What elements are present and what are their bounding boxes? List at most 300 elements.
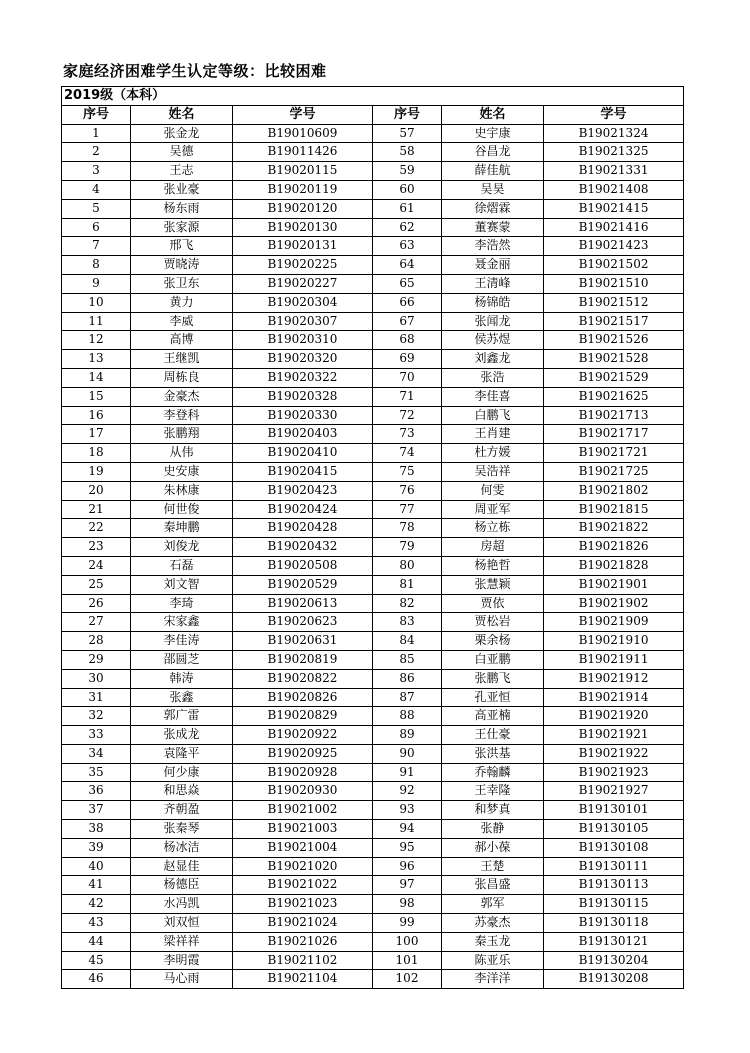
cell-seq-left: 26	[62, 594, 131, 613]
cell-id-left: B19020922	[233, 726, 373, 745]
cell-id-left: B19020410	[233, 444, 373, 463]
cell-seq-right: 66	[373, 293, 442, 312]
cell-name-right: 杨锦皓	[442, 293, 544, 312]
cell-name-left: 梁祥祥	[131, 932, 233, 951]
cell-seq-right: 61	[373, 199, 442, 218]
cell-id-left: B19020623	[233, 613, 373, 632]
cell-name-left: 张卫东	[131, 274, 233, 293]
cell-seq-left: 5	[62, 199, 131, 218]
cell-id-right: B19021529	[544, 368, 684, 387]
cell-name-left: 和思焱	[131, 782, 233, 801]
cell-id-left: B19020432	[233, 538, 373, 557]
cell-seq-left: 11	[62, 312, 131, 331]
cell-id-left: B19020415	[233, 462, 373, 481]
table-row	[62, 519, 684, 538]
cell-id-left: B19020320	[233, 350, 373, 369]
cell-seq-left: 31	[62, 688, 131, 707]
table-row	[62, 876, 684, 895]
cell-id-right: B19021325	[544, 143, 684, 162]
cell-seq-right: 65	[373, 274, 442, 293]
cell-seq-right: 57	[373, 124, 442, 143]
table-row	[62, 481, 684, 500]
cell-id-right: B19021901	[544, 575, 684, 594]
cell-name-left: 张鑫	[131, 688, 233, 707]
cell-name-left: 何世俊	[131, 500, 233, 519]
cell-name-left: 郭广雷	[131, 707, 233, 726]
cell-name-left: 何少康	[131, 763, 233, 782]
cell-name-left: 石磊	[131, 556, 233, 575]
cell-name-right: 杨艳哲	[442, 556, 544, 575]
cell-id-left: B19021023	[233, 895, 373, 914]
cell-id-left: B19010609	[233, 124, 373, 143]
cell-name-right: 郝小葆	[442, 838, 544, 857]
cell-name-right: 张洪基	[442, 744, 544, 763]
cell-name-right: 张闻龙	[442, 312, 544, 331]
cell-seq-left: 46	[62, 970, 131, 989]
cell-id-right: B19021822	[544, 519, 684, 538]
cell-seq-right: 100	[373, 932, 442, 951]
cell-seq-left: 19	[62, 462, 131, 481]
cell-seq-right: 80	[373, 556, 442, 575]
cell-seq-right: 89	[373, 726, 442, 745]
cell-id-right: B19021625	[544, 387, 684, 406]
table-row	[62, 500, 684, 519]
cell-seq-right: 83	[373, 613, 442, 632]
table-row	[62, 162, 684, 181]
cell-seq-right: 75	[373, 462, 442, 481]
cell-seq-right: 63	[373, 237, 442, 256]
cell-id-left: B19020307	[233, 312, 373, 331]
cell-name-left: 王志	[131, 162, 233, 181]
cell-name-right: 周亚军	[442, 500, 544, 519]
table-row	[62, 951, 684, 970]
header-row	[62, 105, 684, 124]
cell-id-left: B19020310	[233, 331, 373, 350]
cell-id-right: B19021921	[544, 726, 684, 745]
cell-seq-right: 72	[373, 406, 442, 425]
cell-seq-right: 58	[373, 143, 442, 162]
cell-name-left: 李威	[131, 312, 233, 331]
cell-id-right: B19021912	[544, 669, 684, 688]
cell-seq-left: 17	[62, 425, 131, 444]
cell-name-left: 贾晓涛	[131, 256, 233, 275]
cell-name-left: 张家源	[131, 218, 233, 237]
table-row	[62, 726, 684, 745]
cell-name-right: 刘鑫龙	[442, 350, 544, 369]
cell-name-right: 吴浩祥	[442, 462, 544, 481]
cell-seq-right: 87	[373, 688, 442, 707]
cell-id-right: B19021526	[544, 331, 684, 350]
cell-seq-right: 88	[373, 707, 442, 726]
cell-seq-right: 101	[373, 951, 442, 970]
cell-seq-left: 18	[62, 444, 131, 463]
table-row	[62, 707, 684, 726]
table-row	[62, 444, 684, 463]
cell-id-left: B19020631	[233, 632, 373, 651]
cell-id-left: B19021022	[233, 876, 373, 895]
cell-id-left: B19020822	[233, 669, 373, 688]
table-row	[62, 782, 684, 801]
cell-id-left: B19020424	[233, 500, 373, 519]
cell-name-left: 金豪杰	[131, 387, 233, 406]
cell-seq-left: 42	[62, 895, 131, 914]
table-row	[62, 669, 684, 688]
cell-name-left: 杨德臣	[131, 876, 233, 895]
cell-id-right: B19021828	[544, 556, 684, 575]
cell-seq-right: 60	[373, 180, 442, 199]
cell-id-right: B19021717	[544, 425, 684, 444]
cell-seq-left: 44	[62, 932, 131, 951]
cell-name-right: 贾松岩	[442, 613, 544, 632]
cell-name-right: 李洋洋	[442, 970, 544, 989]
cell-name-right: 杨立栋	[442, 519, 544, 538]
cell-name-right: 何雯	[442, 481, 544, 500]
cell-name-right: 杜方媛	[442, 444, 544, 463]
table-row	[62, 594, 684, 613]
cell-seq-right: 79	[373, 538, 442, 557]
cell-id-left: B19020131	[233, 237, 373, 256]
table-row	[62, 256, 684, 275]
cell-seq-right: 93	[373, 801, 442, 820]
cell-seq-left: 24	[62, 556, 131, 575]
cell-id-left: B19020928	[233, 763, 373, 782]
section-row	[62, 87, 684, 106]
cell-id-left: B19020130	[233, 218, 373, 237]
cell-seq-right: 95	[373, 838, 442, 857]
cell-seq-left: 29	[62, 650, 131, 669]
cell-name-right: 郭军	[442, 895, 544, 914]
cell-id-left: B19020120	[233, 199, 373, 218]
cell-name-right: 李佳喜	[442, 387, 544, 406]
cell-seq-left: 40	[62, 857, 131, 876]
cell-id-left: B19021002	[233, 801, 373, 820]
cell-id-left: B19011426	[233, 143, 373, 162]
cell-name-right: 张昌盛	[442, 876, 544, 895]
cell-id-right: B19021802	[544, 481, 684, 500]
cell-name-left: 李明霞	[131, 951, 233, 970]
cell-id-right: B19021922	[544, 744, 684, 763]
cell-id-left: B19020330	[233, 406, 373, 425]
cell-id-right: B19021408	[544, 180, 684, 199]
cell-id-right: B19130113	[544, 876, 684, 895]
cell-name-left: 邵圆芝	[131, 650, 233, 669]
cell-id-left: B19020819	[233, 650, 373, 669]
cell-name-left: 张成龙	[131, 726, 233, 745]
cell-name-left: 刘文智	[131, 575, 233, 594]
cell-id-left: B19020403	[233, 425, 373, 444]
cell-name-left: 李佳涛	[131, 632, 233, 651]
cell-seq-right: 94	[373, 820, 442, 839]
cell-seq-right: 84	[373, 632, 442, 651]
cell-id-right: B19021920	[544, 707, 684, 726]
cell-name-left: 高博	[131, 331, 233, 350]
cell-id-right: B19021910	[544, 632, 684, 651]
cell-seq-left: 41	[62, 876, 131, 895]
cell-id-right: B19021512	[544, 293, 684, 312]
cell-seq-left: 30	[62, 669, 131, 688]
cell-id-right: B19130121	[544, 932, 684, 951]
cell-seq-left: 38	[62, 820, 131, 839]
cell-name-right: 乔翰麟	[442, 763, 544, 782]
cell-id-left: B19021004	[233, 838, 373, 857]
cell-seq-left: 25	[62, 575, 131, 594]
cell-id-right: B19021528	[544, 350, 684, 369]
cell-name-left: 刘俊龙	[131, 538, 233, 557]
cell-seq-left: 8	[62, 256, 131, 275]
cell-seq-right: 74	[373, 444, 442, 463]
cell-name-right: 李浩然	[442, 237, 544, 256]
cell-seq-left: 16	[62, 406, 131, 425]
table-row	[62, 970, 684, 989]
cell-seq-right: 99	[373, 914, 442, 933]
header-id-right: 学号	[544, 105, 684, 124]
table-row	[62, 312, 684, 331]
cell-id-right: B19021815	[544, 500, 684, 519]
cell-id-left: B19021102	[233, 951, 373, 970]
cell-name-left: 从伟	[131, 444, 233, 463]
cell-id-left: B19020829	[233, 707, 373, 726]
cell-id-left: B19020328	[233, 387, 373, 406]
cell-seq-left: 4	[62, 180, 131, 199]
cell-name-left: 刘双恒	[131, 914, 233, 933]
table-row	[62, 650, 684, 669]
cell-seq-left: 35	[62, 763, 131, 782]
header-seq-right: 序号	[373, 105, 442, 124]
cell-name-right: 董赛蒙	[442, 218, 544, 237]
table-row	[62, 331, 684, 350]
cell-name-right: 王清峰	[442, 274, 544, 293]
cell-id-right: B19021324	[544, 124, 684, 143]
cell-name-left: 杨东雨	[131, 199, 233, 218]
cell-name-right: 张鹏飞	[442, 669, 544, 688]
cell-seq-right: 102	[373, 970, 442, 989]
cell-name-left: 赵显佳	[131, 857, 233, 876]
cell-name-right: 王楚	[442, 857, 544, 876]
table-row	[62, 857, 684, 876]
cell-id-left: B19020925	[233, 744, 373, 763]
cell-name-right: 孔亚恒	[442, 688, 544, 707]
cell-name-left: 吴德	[131, 143, 233, 162]
table-row	[62, 293, 684, 312]
cell-seq-left: 21	[62, 500, 131, 519]
cell-seq-left: 34	[62, 744, 131, 763]
cell-seq-right: 77	[373, 500, 442, 519]
cell-seq-left: 10	[62, 293, 131, 312]
cell-seq-left: 27	[62, 613, 131, 632]
cell-seq-right: 90	[373, 744, 442, 763]
cell-name-right: 王幸隆	[442, 782, 544, 801]
table-row	[62, 744, 684, 763]
cell-name-right: 侯苏煜	[442, 331, 544, 350]
cell-id-right: B19021331	[544, 162, 684, 181]
table-row	[62, 350, 684, 369]
cell-seq-left: 37	[62, 801, 131, 820]
cell-seq-right: 71	[373, 387, 442, 406]
cell-seq-left: 32	[62, 707, 131, 726]
cell-seq-left: 43	[62, 914, 131, 933]
cell-id-right: B19021517	[544, 312, 684, 331]
table-row	[62, 688, 684, 707]
cell-seq-right: 62	[373, 218, 442, 237]
cell-seq-right: 76	[373, 481, 442, 500]
cell-id-left: B19021020	[233, 857, 373, 876]
cell-id-left: B19020115	[233, 162, 373, 181]
cell-name-right: 和梦真	[442, 801, 544, 820]
cell-id-right: B19021510	[544, 274, 684, 293]
cell-id-right: B19021923	[544, 763, 684, 782]
cell-id-right: B19021927	[544, 782, 684, 801]
cell-name-left: 马心雨	[131, 970, 233, 989]
cell-id-right: B19021902	[544, 594, 684, 613]
cell-id-right: B19130111	[544, 857, 684, 876]
cell-id-left: B19020423	[233, 481, 373, 500]
cell-name-right: 张浩	[442, 368, 544, 387]
cell-name-right: 秦玉龙	[442, 932, 544, 951]
cell-name-right: 高亚楠	[442, 707, 544, 726]
cell-name-right: 苏豪杰	[442, 914, 544, 933]
cell-id-right: B19021415	[544, 199, 684, 218]
cell-seq-right: 91	[373, 763, 442, 782]
cell-name-right: 史宇康	[442, 124, 544, 143]
cell-name-left: 张鹏翔	[131, 425, 233, 444]
cell-id-right: B19130108	[544, 838, 684, 857]
header-name-right: 姓名	[442, 105, 544, 124]
cell-name-left: 水冯凯	[131, 895, 233, 914]
cell-seq-left: 23	[62, 538, 131, 557]
cell-seq-right: 73	[373, 425, 442, 444]
cell-id-left: B19021026	[233, 932, 373, 951]
cell-seq-right: 97	[373, 876, 442, 895]
cell-id-right: B19021713	[544, 406, 684, 425]
table-row	[62, 613, 684, 632]
table-row	[62, 143, 684, 162]
header-id-left: 学号	[233, 105, 373, 124]
cell-name-right: 王仕豪	[442, 726, 544, 745]
cell-seq-right: 82	[373, 594, 442, 613]
cell-name-left: 秦坤鹏	[131, 519, 233, 538]
cell-id-right: B19130101	[544, 801, 684, 820]
cell-name-right: 张慧颖	[442, 575, 544, 594]
document-title: 家庭经济困难学生认定等级：比较困难	[63, 62, 327, 80]
cell-name-right: 张静	[442, 820, 544, 839]
table-row	[62, 237, 684, 256]
cell-seq-left: 36	[62, 782, 131, 801]
cell-name-left: 张业豪	[131, 180, 233, 199]
cell-seq-left: 14	[62, 368, 131, 387]
cell-id-left: B19020304	[233, 293, 373, 312]
table-row	[62, 538, 684, 557]
cell-seq-right: 86	[373, 669, 442, 688]
cell-name-left: 王继凯	[131, 350, 233, 369]
cell-name-left: 邢飞	[131, 237, 233, 256]
cell-id-right: B19130105	[544, 820, 684, 839]
cell-id-left: B19020225	[233, 256, 373, 275]
cell-seq-right: 69	[373, 350, 442, 369]
cell-id-right: B19021909	[544, 613, 684, 632]
cell-name-left: 宋家鑫	[131, 613, 233, 632]
table-row	[62, 124, 684, 143]
table-row	[62, 575, 684, 594]
cell-name-right: 薛佳航	[442, 162, 544, 181]
table-row	[62, 199, 684, 218]
cell-id-right: B19021416	[544, 218, 684, 237]
cell-seq-left: 13	[62, 350, 131, 369]
table-row	[62, 820, 684, 839]
cell-seq-right: 67	[373, 312, 442, 331]
header-seq-left: 序号	[62, 105, 131, 124]
cell-name-left: 史安康	[131, 462, 233, 481]
cell-name-left: 黄力	[131, 293, 233, 312]
cell-id-left: B19020930	[233, 782, 373, 801]
table-row	[62, 556, 684, 575]
cell-seq-left: 2	[62, 143, 131, 162]
cell-seq-right: 81	[373, 575, 442, 594]
cell-id-right: B19021721	[544, 444, 684, 463]
cell-name-left: 李登科	[131, 406, 233, 425]
cell-seq-right: 78	[373, 519, 442, 538]
cell-name-right: 白鹏飞	[442, 406, 544, 425]
table-row	[62, 406, 684, 425]
cell-id-left: B19020613	[233, 594, 373, 613]
cell-name-left: 李琦	[131, 594, 233, 613]
cell-name-left: 朱林康	[131, 481, 233, 500]
cell-name-left: 张秦琴	[131, 820, 233, 839]
cell-seq-left: 1	[62, 124, 131, 143]
cell-name-right: 吴昊	[442, 180, 544, 199]
cell-name-right: 陈亚乐	[442, 951, 544, 970]
table-row	[62, 801, 684, 820]
cell-seq-right: 98	[373, 895, 442, 914]
table-row	[62, 895, 684, 914]
table-row	[62, 274, 684, 293]
cell-id-left: B19021024	[233, 914, 373, 933]
cell-name-right: 聂金丽	[442, 256, 544, 275]
cell-id-left: B19020826	[233, 688, 373, 707]
cell-id-right: B19021725	[544, 462, 684, 481]
table-row	[62, 368, 684, 387]
header-name-left: 姓名	[131, 105, 233, 124]
cell-seq-right: 68	[373, 331, 442, 350]
cell-id-left: B19020227	[233, 274, 373, 293]
cell-id-right: B19021911	[544, 650, 684, 669]
table-row	[62, 932, 684, 951]
cell-seq-left: 22	[62, 519, 131, 538]
cell-id-right: B19130115	[544, 895, 684, 914]
cell-seq-right: 92	[373, 782, 442, 801]
cell-name-left: 袁隆平	[131, 744, 233, 763]
student-list-table	[61, 86, 684, 989]
cell-seq-left: 9	[62, 274, 131, 293]
cell-id-right: B19021423	[544, 237, 684, 256]
cell-seq-right: 70	[373, 368, 442, 387]
cell-seq-right: 96	[373, 857, 442, 876]
table-row	[62, 763, 684, 782]
cell-id-right: B19130118	[544, 914, 684, 933]
table-row	[62, 462, 684, 481]
cell-id-left: B19020322	[233, 368, 373, 387]
cell-id-right: B19021502	[544, 256, 684, 275]
table-row	[62, 387, 684, 406]
cell-name-right: 谷昌龙	[442, 143, 544, 162]
table-row	[62, 425, 684, 444]
cell-seq-left: 20	[62, 481, 131, 500]
table-row	[62, 914, 684, 933]
cell-id-left: B19020529	[233, 575, 373, 594]
cell-name-right: 白亚鹏	[442, 650, 544, 669]
cell-id-left: B19021104	[233, 970, 373, 989]
cell-seq-left: 28	[62, 632, 131, 651]
cell-name-right: 房超	[442, 538, 544, 557]
